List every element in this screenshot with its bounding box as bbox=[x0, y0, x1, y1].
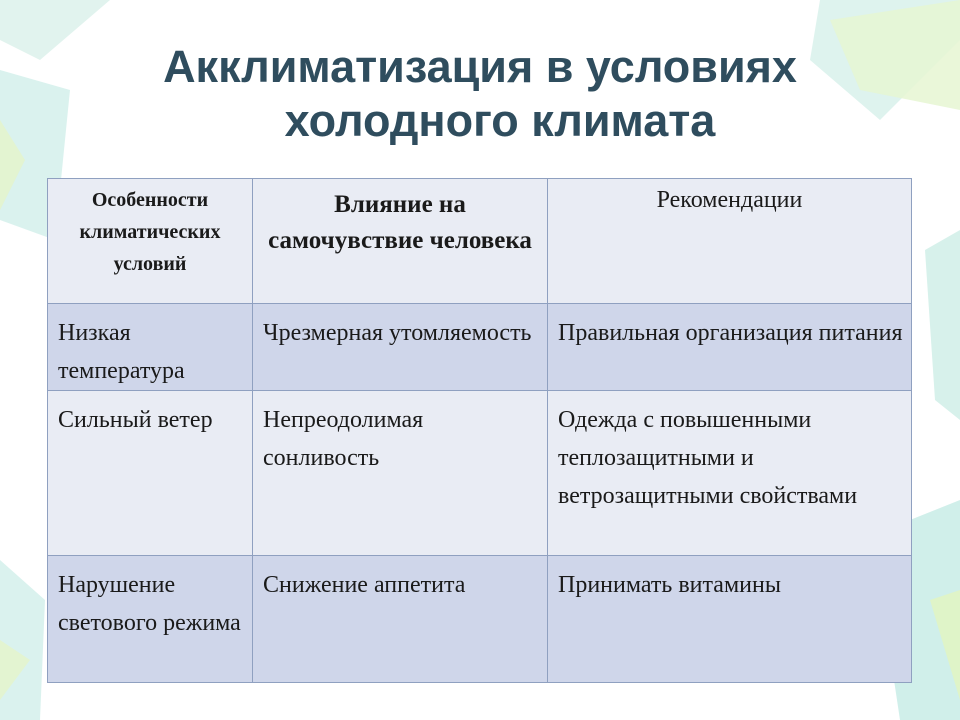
table-row bbox=[48, 556, 912, 683]
table-cell bbox=[548, 304, 912, 391]
climate-table bbox=[47, 178, 912, 683]
table-cell bbox=[253, 304, 548, 391]
table-row bbox=[48, 304, 912, 391]
table-header-row bbox=[48, 179, 912, 304]
cell-text: Непреодолимая сонливость bbox=[263, 407, 424, 471]
table-row bbox=[48, 391, 912, 556]
table-cell bbox=[548, 391, 912, 556]
cell-text: Принимать витамины bbox=[558, 572, 781, 598]
cell-text: Сильный ветер bbox=[58, 407, 213, 433]
header-cell-influence bbox=[253, 179, 548, 304]
table-cell bbox=[48, 304, 253, 391]
deco-shape-bottom-left-green bbox=[0, 640, 30, 700]
header-recommendations-text: Рекомендации bbox=[656, 187, 803, 213]
deco-shape-bottom-left bbox=[0, 560, 45, 720]
header-features-text: Особенности климатических условий bbox=[79, 189, 221, 275]
cell-text: Одежда с повышенными теплозащитными и ветрозащитными свойствами bbox=[558, 407, 858, 509]
table-cell bbox=[48, 556, 253, 683]
table-cell bbox=[253, 556, 548, 683]
title-line-2: холодного климата bbox=[284, 95, 716, 146]
cell-text: Чрезмерная утомляемость bbox=[263, 320, 532, 346]
cell-text: Снижение аппетита bbox=[263, 572, 466, 598]
page-title bbox=[0, 40, 960, 148]
cell-text: Низкая температура bbox=[58, 320, 185, 384]
header-cell-features bbox=[48, 179, 253, 304]
header-influence-text: Влияние на самочувствие человека bbox=[268, 191, 532, 254]
title-line-1: Акклиматизация в условиях bbox=[163, 41, 797, 92]
table-cell bbox=[48, 391, 253, 556]
table-cell bbox=[253, 391, 548, 556]
cell-text: Правильная организация питания bbox=[558, 320, 903, 346]
deco-shape-right-mid bbox=[925, 230, 960, 420]
cell-text: Нарушение светового режима bbox=[58, 572, 241, 636]
table-cell bbox=[548, 556, 912, 683]
header-cell-recommendations bbox=[548, 179, 912, 304]
deco-shape-bottom-right-green bbox=[930, 590, 960, 700]
